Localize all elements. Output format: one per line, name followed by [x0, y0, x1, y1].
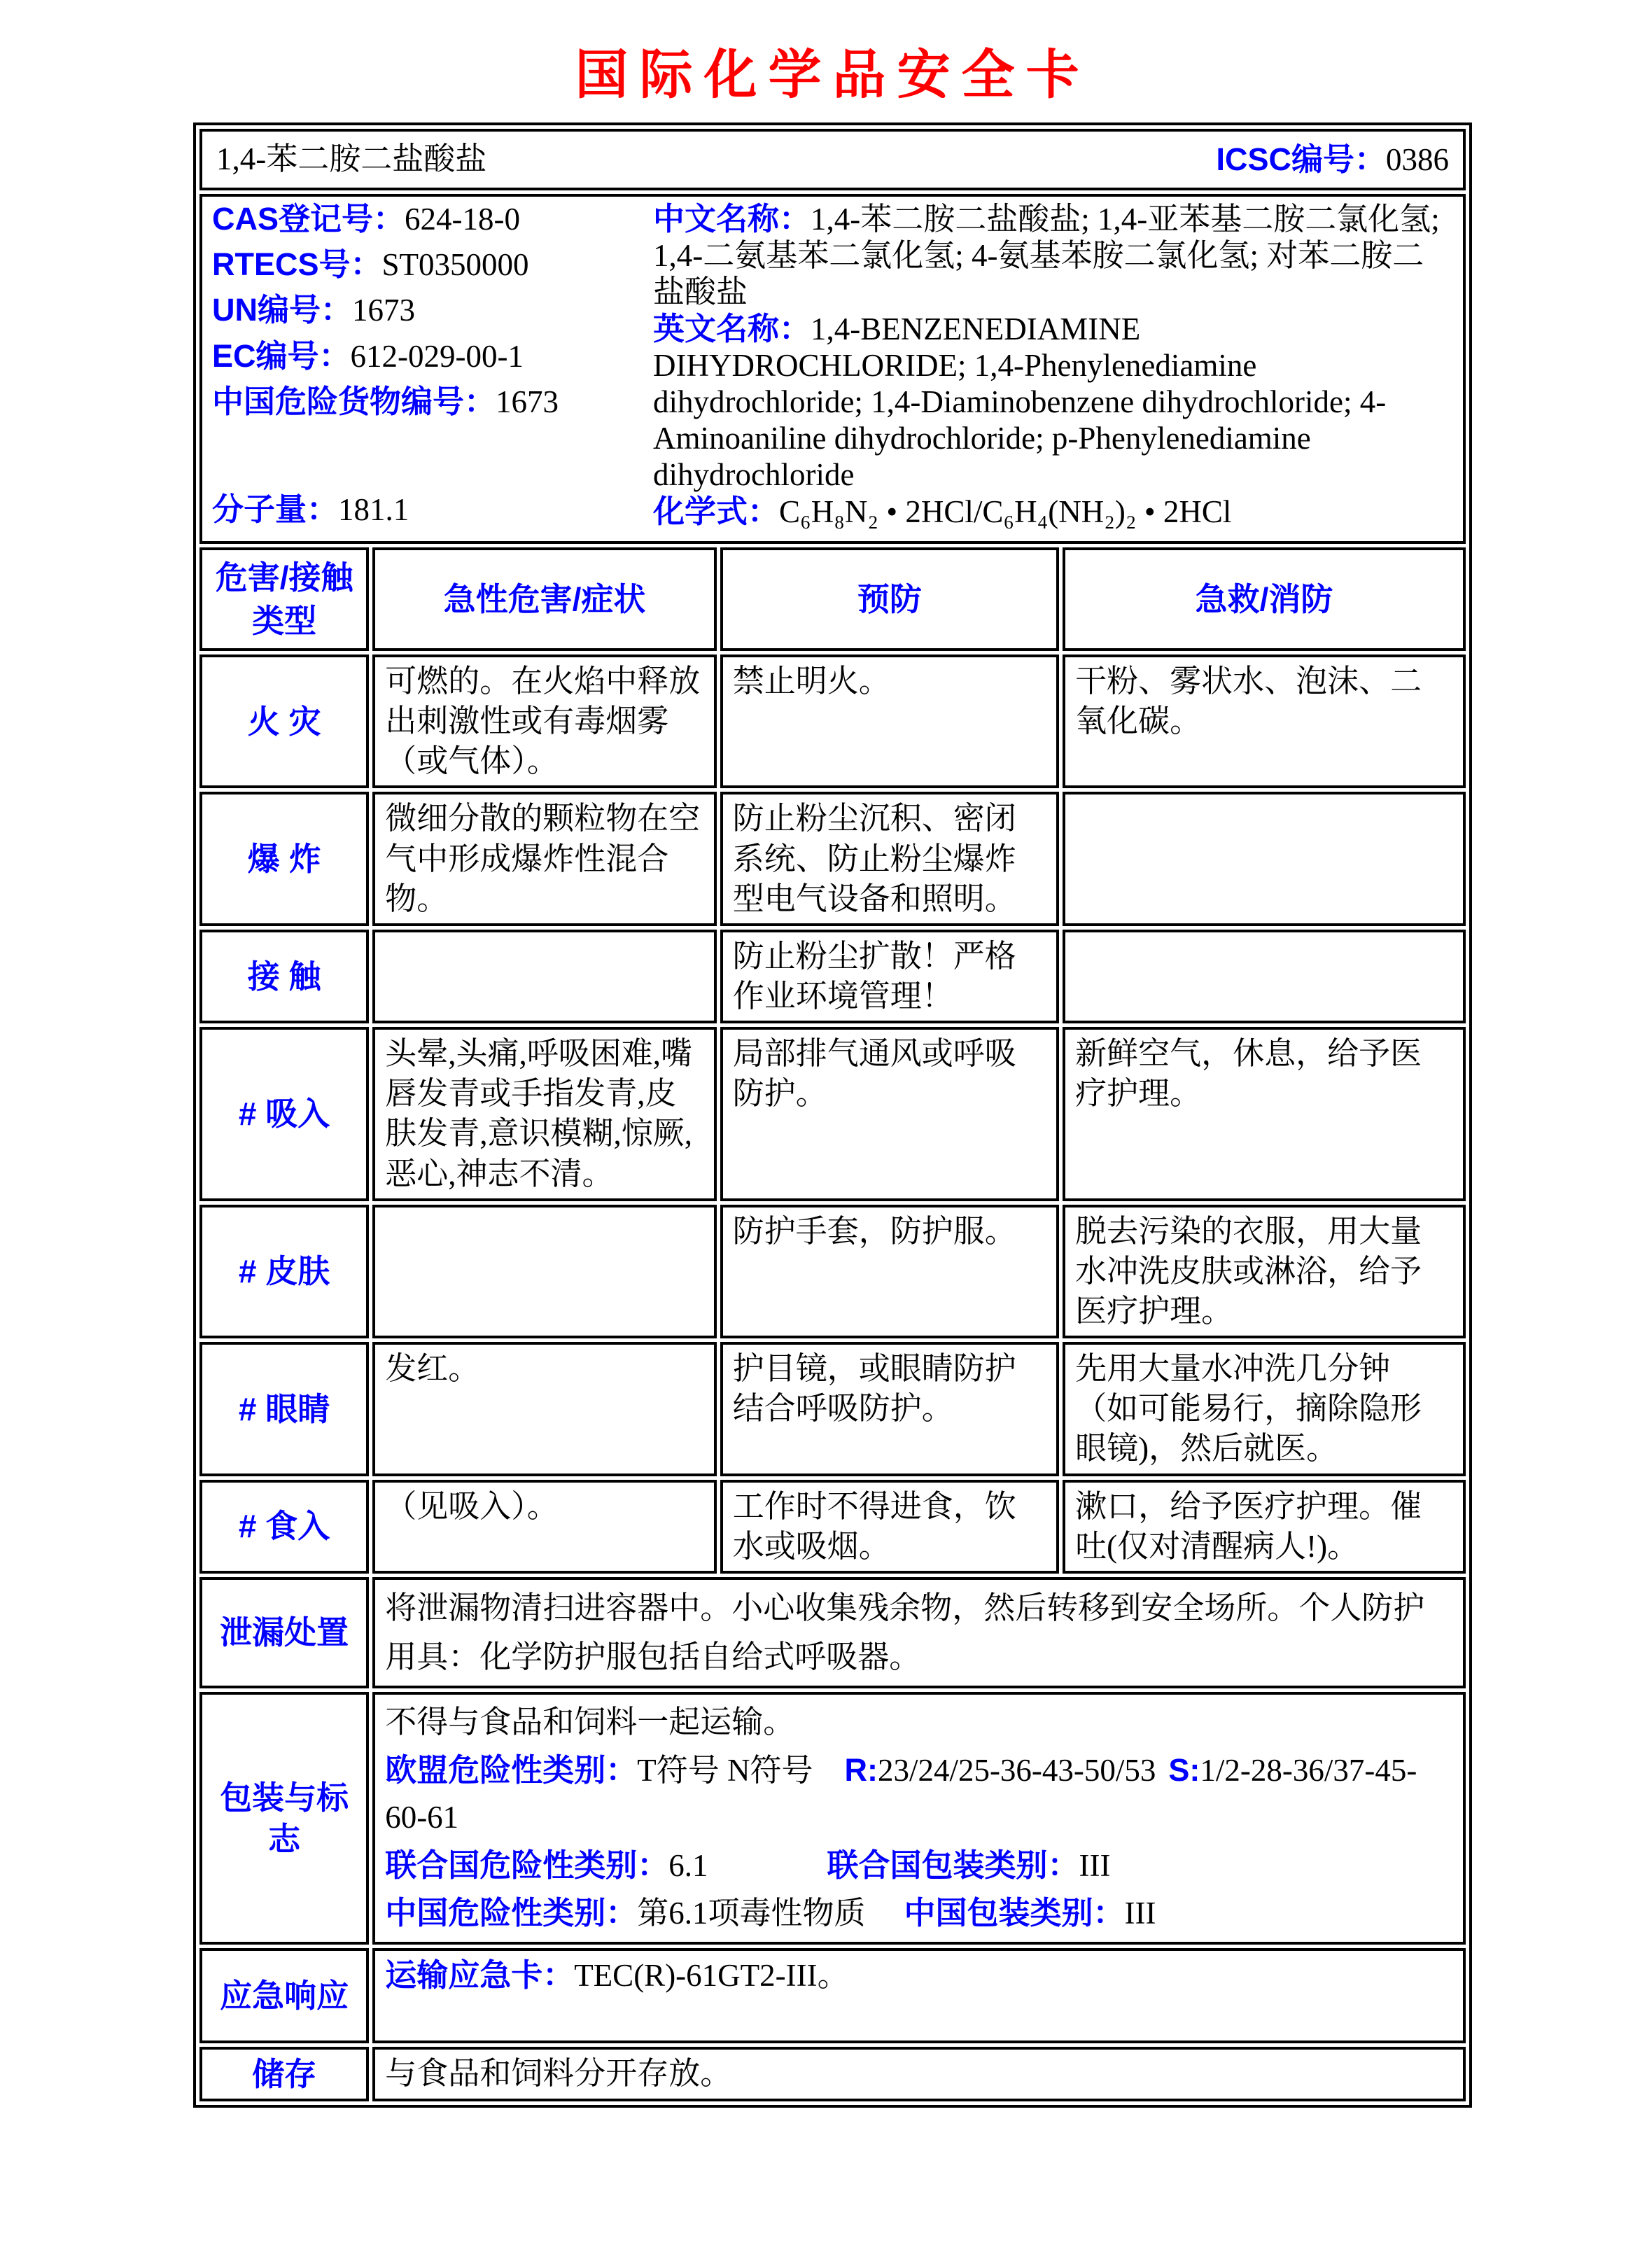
- table-row-spillage: [199, 1577, 1466, 1689]
- rtecs-number-field: RTECS号：ST0350000: [212, 246, 529, 283]
- cn-hazard-class-value: 第6.1项毒性物质: [637, 1896, 866, 1931]
- ec-number-field: EC编号：612-029-00-1: [212, 337, 524, 374]
- r-phrases-label: R:: [844, 1751, 878, 1788]
- response-cell: [1063, 930, 1466, 1023]
- header-first-aid-fire-fighting: 急救/消防: [1063, 547, 1466, 651]
- substance-header-row: [199, 129, 1466, 190]
- chinese-name-field: 中文名称：1,4-苯二胺二盐酸盐; 1,4-亚苯基二胺二氯化氢; 1,4-二氨基苯二氯化氢; 4-氨基苯胺二氯化氢; 对苯二胺二盐酸盐: [653, 201, 1440, 310]
- icsc-number-label: ICSC编号：: [1216, 141, 1386, 177]
- cas-number-field: CAS登记号：624-18-0: [212, 201, 520, 237]
- identification-cell: [199, 194, 1466, 544]
- symptoms-cell: 发红。: [372, 1342, 717, 1476]
- s-phrases-value: 1/2-28-36/37-45-60-61: [385, 1752, 1417, 1835]
- page-title: 国际化学品安全卡: [575, 46, 1091, 105]
- prevention-cell: 防止粉尘沉积、密闭系统、防止粉尘爆炸型电气设备和照明。: [720, 792, 1059, 925]
- table-row-inhalation: [199, 1027, 1466, 1201]
- emergency-label-cell: 应急响应: [199, 1948, 369, 2043]
- table-row-storage: [199, 2047, 1466, 2101]
- hazard-type-cell: 火 灾: [199, 654, 369, 788]
- hazard-type-cell: # 吸入: [199, 1027, 369, 1201]
- symptoms-cell: 头晕,头痛,呼吸困难,嘴唇发青或手指发青,皮肤发青,意识模糊,惊厥,恶心,神志不清。: [372, 1027, 717, 1201]
- packaging-label-cell: 包装与标志: [199, 1692, 369, 1945]
- transport-emergency-card-label: 运输应急卡：: [385, 1956, 575, 1993]
- s-phrases-label: S:: [1168, 1751, 1200, 1788]
- table-row-ingestion: [199, 1480, 1466, 1574]
- un-hazard-class-label: 联合国危险性类别：: [385, 1847, 669, 1883]
- response-cell: 新鲜空气，休息，给予医疗护理。: [1063, 1027, 1466, 1201]
- eu-class-label: 欧盟危险性类别：: [385, 1751, 638, 1788]
- english-name-field: 英文名称：1,4-BENZENEDIAMINE DIHYDROCHLORIDE; 1,4-Phenylenediamine dihydrochloride; 1,4-Diaminobenzene dihydrochloride; 4-Aminoaniline dihydrochloride; p-Phenylenediamine dihydrochloride: [653, 310, 1387, 493]
- cn-class-line: [385, 1889, 1453, 1938]
- identification-row: [199, 194, 1466, 544]
- un-class-line: [385, 1842, 1453, 1890]
- response-cell: 先用大量水冲洗几分钟（如可能易行，摘除隐形眼镜)，然后就医。: [1063, 1342, 1466, 1476]
- table-row-fire: [199, 654, 1466, 788]
- substance-name: 1,4-苯二胺二盐酸盐: [216, 141, 487, 177]
- table-row-packaging: [199, 1692, 1466, 1945]
- spillage-label-cell: 泄漏处置: [199, 1577, 369, 1689]
- icsc-number-group: [1216, 139, 1449, 180]
- symptoms-cell: （见吸入）。: [372, 1480, 717, 1574]
- identification-left-column: [212, 201, 653, 537]
- cn-hazard-class-label: 中国危险性类别：: [385, 1895, 638, 1931]
- icsc-card-table: [193, 122, 1472, 2108]
- icsc-number-value: 0386: [1386, 141, 1449, 177]
- transport-note: 不得与食品和饲料一起运输。: [385, 1704, 795, 1740]
- table-row-emergency-response: [199, 1948, 1466, 2043]
- table-row-explosion: [199, 792, 1466, 925]
- spillage-content-cell: 将泄漏物清扫进容器中。小心收集残余物，然后转移到安全场所。个人防护用具：化学防护服包括自给式呼吸器。: [372, 1577, 1466, 1689]
- china-dangerous-goods-number-field: 中国危险货物编号：1673: [212, 383, 559, 419]
- prevention-cell: 护目镜，或眼睛防护结合呼吸防护。: [720, 1342, 1059, 1476]
- prevention-cell: 防止粉尘扩散！严格作业环境管理！: [720, 930, 1059, 1023]
- storage-content-cell: 与食品和饲料分开存放。: [372, 2047, 1466, 2101]
- storage-label-cell: 储存: [199, 2047, 369, 2101]
- hazard-type-cell: 爆 炸: [199, 792, 369, 925]
- response-cell: [1063, 792, 1466, 925]
- emergency-content-cell: [372, 1948, 1466, 2043]
- un-hazard-class-value: 6.1: [668, 1847, 708, 1883]
- table-row-contact: [199, 930, 1466, 1023]
- symptoms-cell: [372, 1205, 717, 1338]
- prevention-cell: 工作时不得进食，饮水或吸烟。: [720, 1480, 1059, 1574]
- prevention-cell: 防护手套，防护服。: [720, 1205, 1059, 1338]
- cn-packing-group-value: III: [1124, 1896, 1156, 1931]
- symptoms-cell: [372, 930, 717, 1023]
- symptoms-cell: 微细分散的颗粒物在空气中形成爆炸性混合物。: [372, 792, 717, 925]
- hazard-type-cell: # 皮肤: [199, 1205, 369, 1338]
- hazard-table-header-row: [199, 547, 1466, 651]
- hazard-type-cell: # 食入: [199, 1480, 369, 1574]
- r-phrases-value: 23/24/25-36-43-50/53: [877, 1752, 1156, 1788]
- un-packing-group-label: 联合国包装类别：: [827, 1847, 1079, 1883]
- hazard-type-cell: # 眼睛: [199, 1342, 369, 1476]
- substance-header-cell: [199, 129, 1466, 190]
- packaging-content-cell: [372, 1692, 1466, 1945]
- hazard-type-cell: 接 触: [199, 930, 369, 1023]
- response-cell: 脱去污染的衣服，用大量水冲洗皮肤或淋浴，给予医疗护理。: [1063, 1205, 1466, 1338]
- eu-class-value: T符号 N符号: [637, 1752, 813, 1788]
- prevention-cell: 局部排气通风或呼吸防护。: [720, 1027, 1059, 1201]
- symptoms-cell: 可燃的。在火焰中释放出刺激性或有毒烟雾（或气体）。: [372, 654, 717, 788]
- prevention-cell: 禁止明火。: [720, 654, 1059, 788]
- transport-emergency-card-value: TEC(R)-61GT2-III。: [574, 1957, 849, 1993]
- response-cell: 干粉、雾状水、泡沫、二氧化碳。: [1063, 654, 1466, 788]
- table-row-skin: [199, 1205, 1466, 1338]
- header-acute-hazards: 急性危害/症状: [372, 547, 717, 651]
- header-prevention: 预防: [720, 547, 1059, 651]
- header-hazard-type: 危害/接触类型: [199, 547, 369, 651]
- chemical-formula-field: 化学式：C₆H₈N₂ • 2HCl/C₆H₄(NH₂)₂ • 2HCl: [653, 493, 1232, 529]
- eu-hazard-class-line: [385, 1746, 1453, 1842]
- identification-right-column: [653, 201, 1453, 537]
- un-number-field: UN编号：1673: [212, 292, 415, 328]
- molecular-weight-field: 分子量：181.1: [212, 491, 409, 527]
- table-row-eyes: [199, 1342, 1466, 1476]
- response-cell: 漱口，给予医疗护理。催吐(仅对清醒病人!)。: [1063, 1480, 1466, 1574]
- cn-packing-group-label: 中国包装类别：: [904, 1895, 1125, 1931]
- un-packing-group-value: III: [1079, 1847, 1111, 1883]
